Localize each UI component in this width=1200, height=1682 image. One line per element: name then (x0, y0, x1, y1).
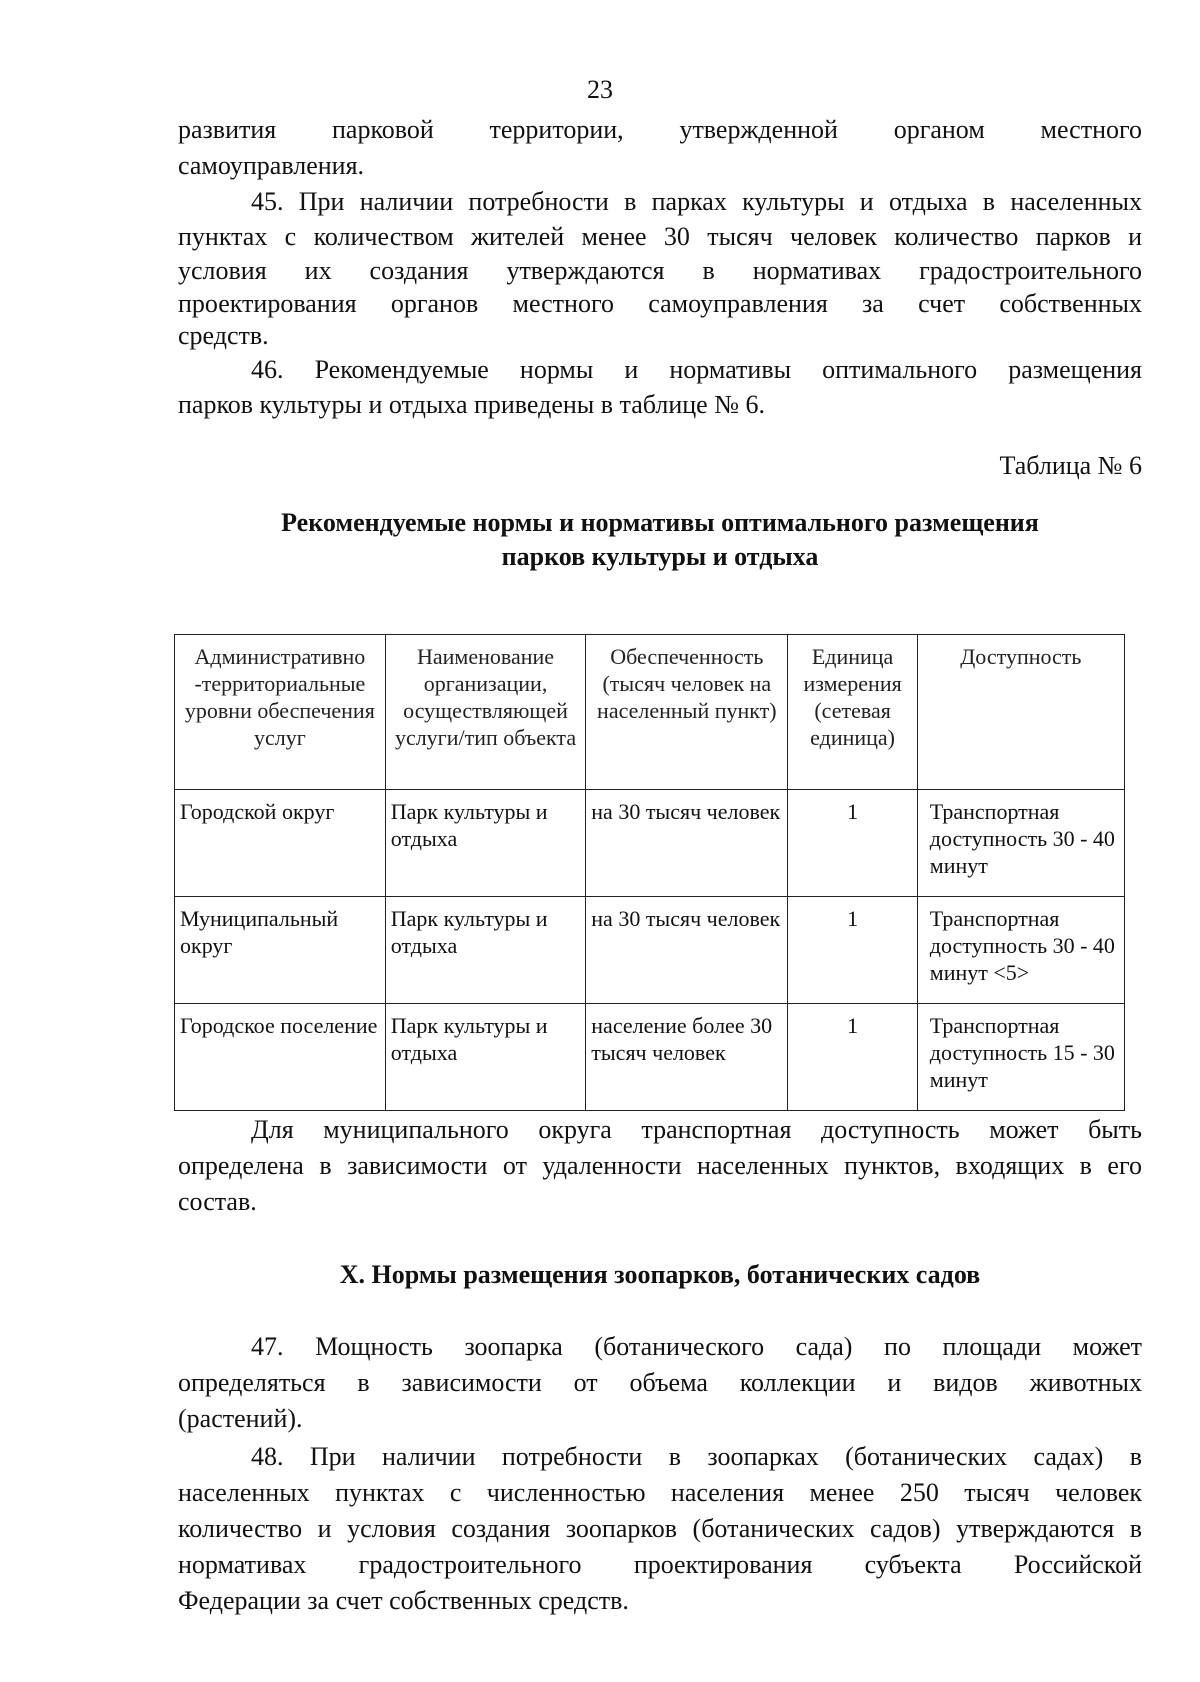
text-line: количество и условия создания зоопарков (ботанических садов) утверждаются в (178, 1514, 1142, 1543)
cell-organization: Парк культуры и отдыха (385, 1004, 586, 1111)
text-line: средств. (178, 321, 269, 350)
note-line: Для муниципального округа транспортная доступность может быть (251, 1115, 1142, 1144)
cell-unit: 1 (788, 897, 917, 1004)
text-line: 45. При наличии потребности в парках культуры и отдыха в населенных (251, 187, 1142, 216)
text-line: 46. Рекомендуемые нормы и нормативы оптимального размещения (251, 355, 1142, 384)
page-number: 23 (587, 75, 613, 104)
table-row (175, 897, 1125, 1004)
text-line: (растений). (178, 1404, 303, 1433)
cell-level: Городское поселение (175, 1004, 386, 1111)
section-heading: X. Нормы размещения зоопарков, ботанических садов (339, 1260, 981, 1289)
cell-organization: Парк культуры и отдыха (385, 897, 586, 1004)
cell-organization: Парк культуры и отдыха (385, 790, 586, 897)
cell-provision: на 30 тысяч человек (586, 897, 788, 1004)
header-unit: Единица измерения (сетевая единица) (788, 635, 917, 790)
table-header-row (175, 635, 1125, 790)
text-line: 48. При наличии потребности в зоопарках (ботанических садах) в (251, 1442, 1142, 1471)
text-line: развития парковой территории, утвержденной органом местного (178, 115, 1142, 144)
norms-table (174, 634, 1125, 1111)
cell-provision: население более 30 тысяч человек (586, 1004, 788, 1111)
text-line: 47. Мощность зоопарка (ботанического сада) по площади может (251, 1332, 1142, 1361)
text-line: нормативах градостроительного проектирования субъекта Российской (178, 1550, 1142, 1579)
text-line: населенных пунктах с численностью населения менее 250 тысяч человек (178, 1478, 1142, 1507)
text-line: пунктах с количеством жителей менее 30 тысяч человек количество парков и (178, 222, 1142, 251)
text-line: парков культуры и отдыха приведены в таблице № 6. (178, 390, 766, 419)
cell-accessibility: Транспортная доступность 15 - 30 минут (917, 1004, 1124, 1111)
note-line: состав. (178, 1187, 257, 1216)
cell-accessibility: Транспортная доступность 30 - 40 минут (917, 790, 1124, 897)
table-title-line-2: парков культуры и отдыха (501, 542, 819, 571)
table-label: Таблица № 6 (999, 451, 1142, 480)
header-organization: Наименование организации, осуществляющей услуги/тип объекта (385, 635, 586, 790)
cell-level: Городской округ (175, 790, 386, 897)
note-line: определена в зависимости от удаленности населенных пунктов, входящих в его (178, 1151, 1142, 1180)
text-line: проектирования органов местного самоуправления за счет собственных (178, 289, 1142, 318)
text-line: самоуправления. (178, 151, 365, 180)
cell-accessibility: Транспортная доступность 30 - 40 минут <5> (917, 897, 1124, 1004)
text-line: Федерации за счет собственных средств. (178, 1586, 629, 1615)
cell-provision: на 30 тысяч человек (586, 790, 788, 897)
table-row (175, 1004, 1125, 1111)
header-accessibility: Доступность (917, 635, 1124, 790)
header-provision: Обеспеченность (тысяч человек на населенный пункт) (586, 635, 788, 790)
cell-unit: 1 (788, 1004, 917, 1111)
cell-level: Муниципальный округ (175, 897, 386, 1004)
table-title-line-1: Рекомендуемые нормы и нормативы оптимального размещения (281, 508, 1039, 537)
cell-unit: 1 (788, 790, 917, 897)
header-level: Административно -территориальные уровни обеспечения услуг (175, 635, 386, 790)
text-line: определяться в зависимости от объема коллекции и видов животных (178, 1368, 1142, 1397)
text-line: условия их создания утверждаются в нормативах градостроительного (178, 256, 1142, 285)
table-row (175, 790, 1125, 897)
